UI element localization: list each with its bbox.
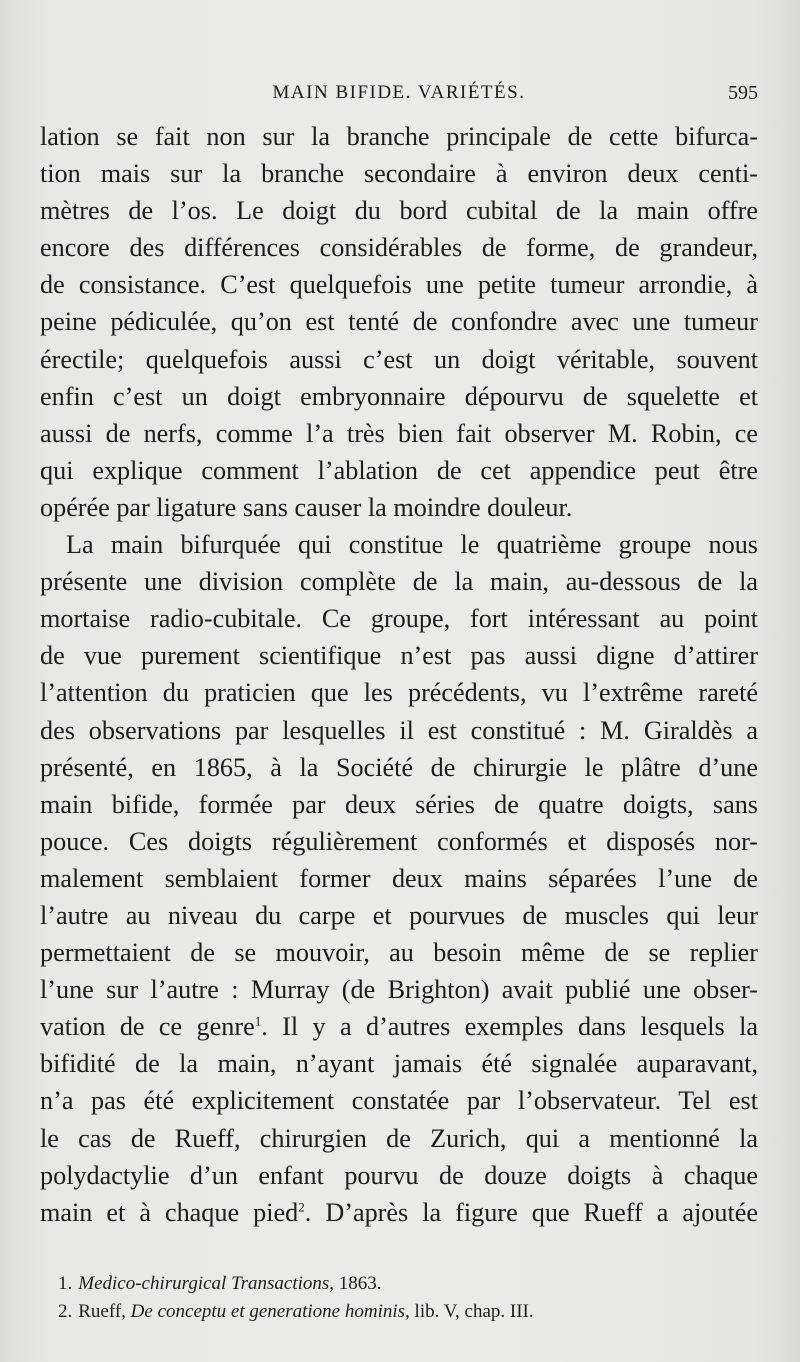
text-line: de consistance. C’est quelquefois une petite tumeur arrondie, à [40, 270, 758, 300]
footnote-2 [58, 1298, 758, 1326]
text-line: qui explique comment l’ablation de cet appendice peut être [40, 455, 758, 485]
text-line: de vue purement scientifique n’est pas aussi digne d’attirer [40, 641, 758, 671]
text-line: tion mais sur la branche secondaire à environ deux centi- [40, 159, 758, 189]
text-line: érectile; quelquefois aussi c’est un doigt véritable, souvent [40, 344, 758, 374]
footnote-number: 2. [58, 1301, 73, 1322]
body-text [40, 118, 758, 1231]
footnotes [58, 1270, 758, 1326]
footnote-ref-2[interactable]: 2 [298, 1198, 305, 1214]
text-line: aussi de nerfs, comme l’a très bien fait observer M. Robin, ce [40, 418, 758, 448]
text-line: enfin c’est un doigt embryonnaire dépourvu de squelette et [40, 381, 758, 411]
text-line: l’attention du praticien que les précédents, vu l’extrême rareté [40, 678, 758, 708]
text-line: des observations par lesquelles il est constitué : M. Giraldès a [40, 715, 758, 745]
text-line: malement semblaient former deux mains séparées l’une de [40, 863, 758, 893]
text-line-with-footnote-ref [40, 1008, 758, 1045]
text-segment: vation de ce genre [40, 1012, 255, 1042]
text-line: l’une sur l’autre : Murray (de Brighton) avait publié une obser- [40, 975, 758, 1005]
text-line: mètres de l’os. Le doigt du bord cubital de la main offre [40, 196, 758, 226]
footnote-text: lib. V, chap. III. [409, 1301, 534, 1322]
running-head [40, 82, 758, 112]
footnote-ref-1[interactable]: 1 [254, 1013, 262, 1029]
footnote-1 [58, 1270, 758, 1298]
footnote-author: Rueff, [78, 1301, 126, 1322]
text-segment: main et à chaque pied [40, 1197, 299, 1227]
text-line: pouce. Ces doigts régulièrement conformés et disposés nor- [40, 826, 758, 856]
text-line: l’autre au niveau du carpe et pourvues de muscles qui leur [40, 900, 758, 930]
text-segment: . Il y a d’autres exemples dans lesquels la [261, 1012, 759, 1042]
text-line: présenté, en 1865, à la Société de chirurgie le plâtre d’une [40, 752, 758, 782]
text-line: le cas de Rueff, chirurgien de Zurich, qui a mentionné la [40, 1123, 758, 1153]
text-line: présente une division complète de la main, au-dessous de la [40, 567, 758, 597]
paragraph-end-line: opérée par ligature sans causer la moindre douleur. [40, 492, 573, 522]
text-line-with-footnote-ref [40, 1194, 758, 1231]
page-number: 595 [728, 82, 758, 104]
text-line: polydactylie d’un enfant pourvu de douze doigts à chaque [40, 1160, 758, 1190]
text-line: n’a pas été explicitement constatée par l’observateur. Tel est [40, 1086, 758, 1116]
text-line: peine pédiculée, qu’on est tenté de confondre avec une tumeur [40, 307, 758, 337]
paragraph-start-line: La main bifurquée qui constitue le quatrième groupe nous [66, 530, 758, 560]
text-line: mortaise radio-cubitale. Ce groupe, fort intéressant au point [40, 604, 758, 634]
text-segment: . D’après la figure que Rueff a ajoutée [304, 1197, 759, 1227]
running-title: MAIN BIFIDE. VARIÉTÉS. [272, 82, 526, 103]
footnote-title: Medico-chirurgical Transactions, [78, 1273, 335, 1294]
footnote-title: De conceptu et generatione hominis, [130, 1301, 410, 1322]
footnote-number: 1. [58, 1273, 73, 1294]
text-line: bifidité de la main, n’ayant jamais été signalée auparavant, [40, 1049, 758, 1079]
text-line: lation se fait non sur la branche principale de cette bifurca- [40, 122, 758, 151]
footnote-text: 1863. [334, 1273, 382, 1294]
text-line: encore des différences considérables de forme, de grandeur, [40, 233, 758, 263]
text-line: permettaient de se mouvoir, au besoin même de se replier [40, 938, 758, 968]
text-line: main bifide, formée par deux séries de quatre doigts, sans [40, 789, 758, 819]
